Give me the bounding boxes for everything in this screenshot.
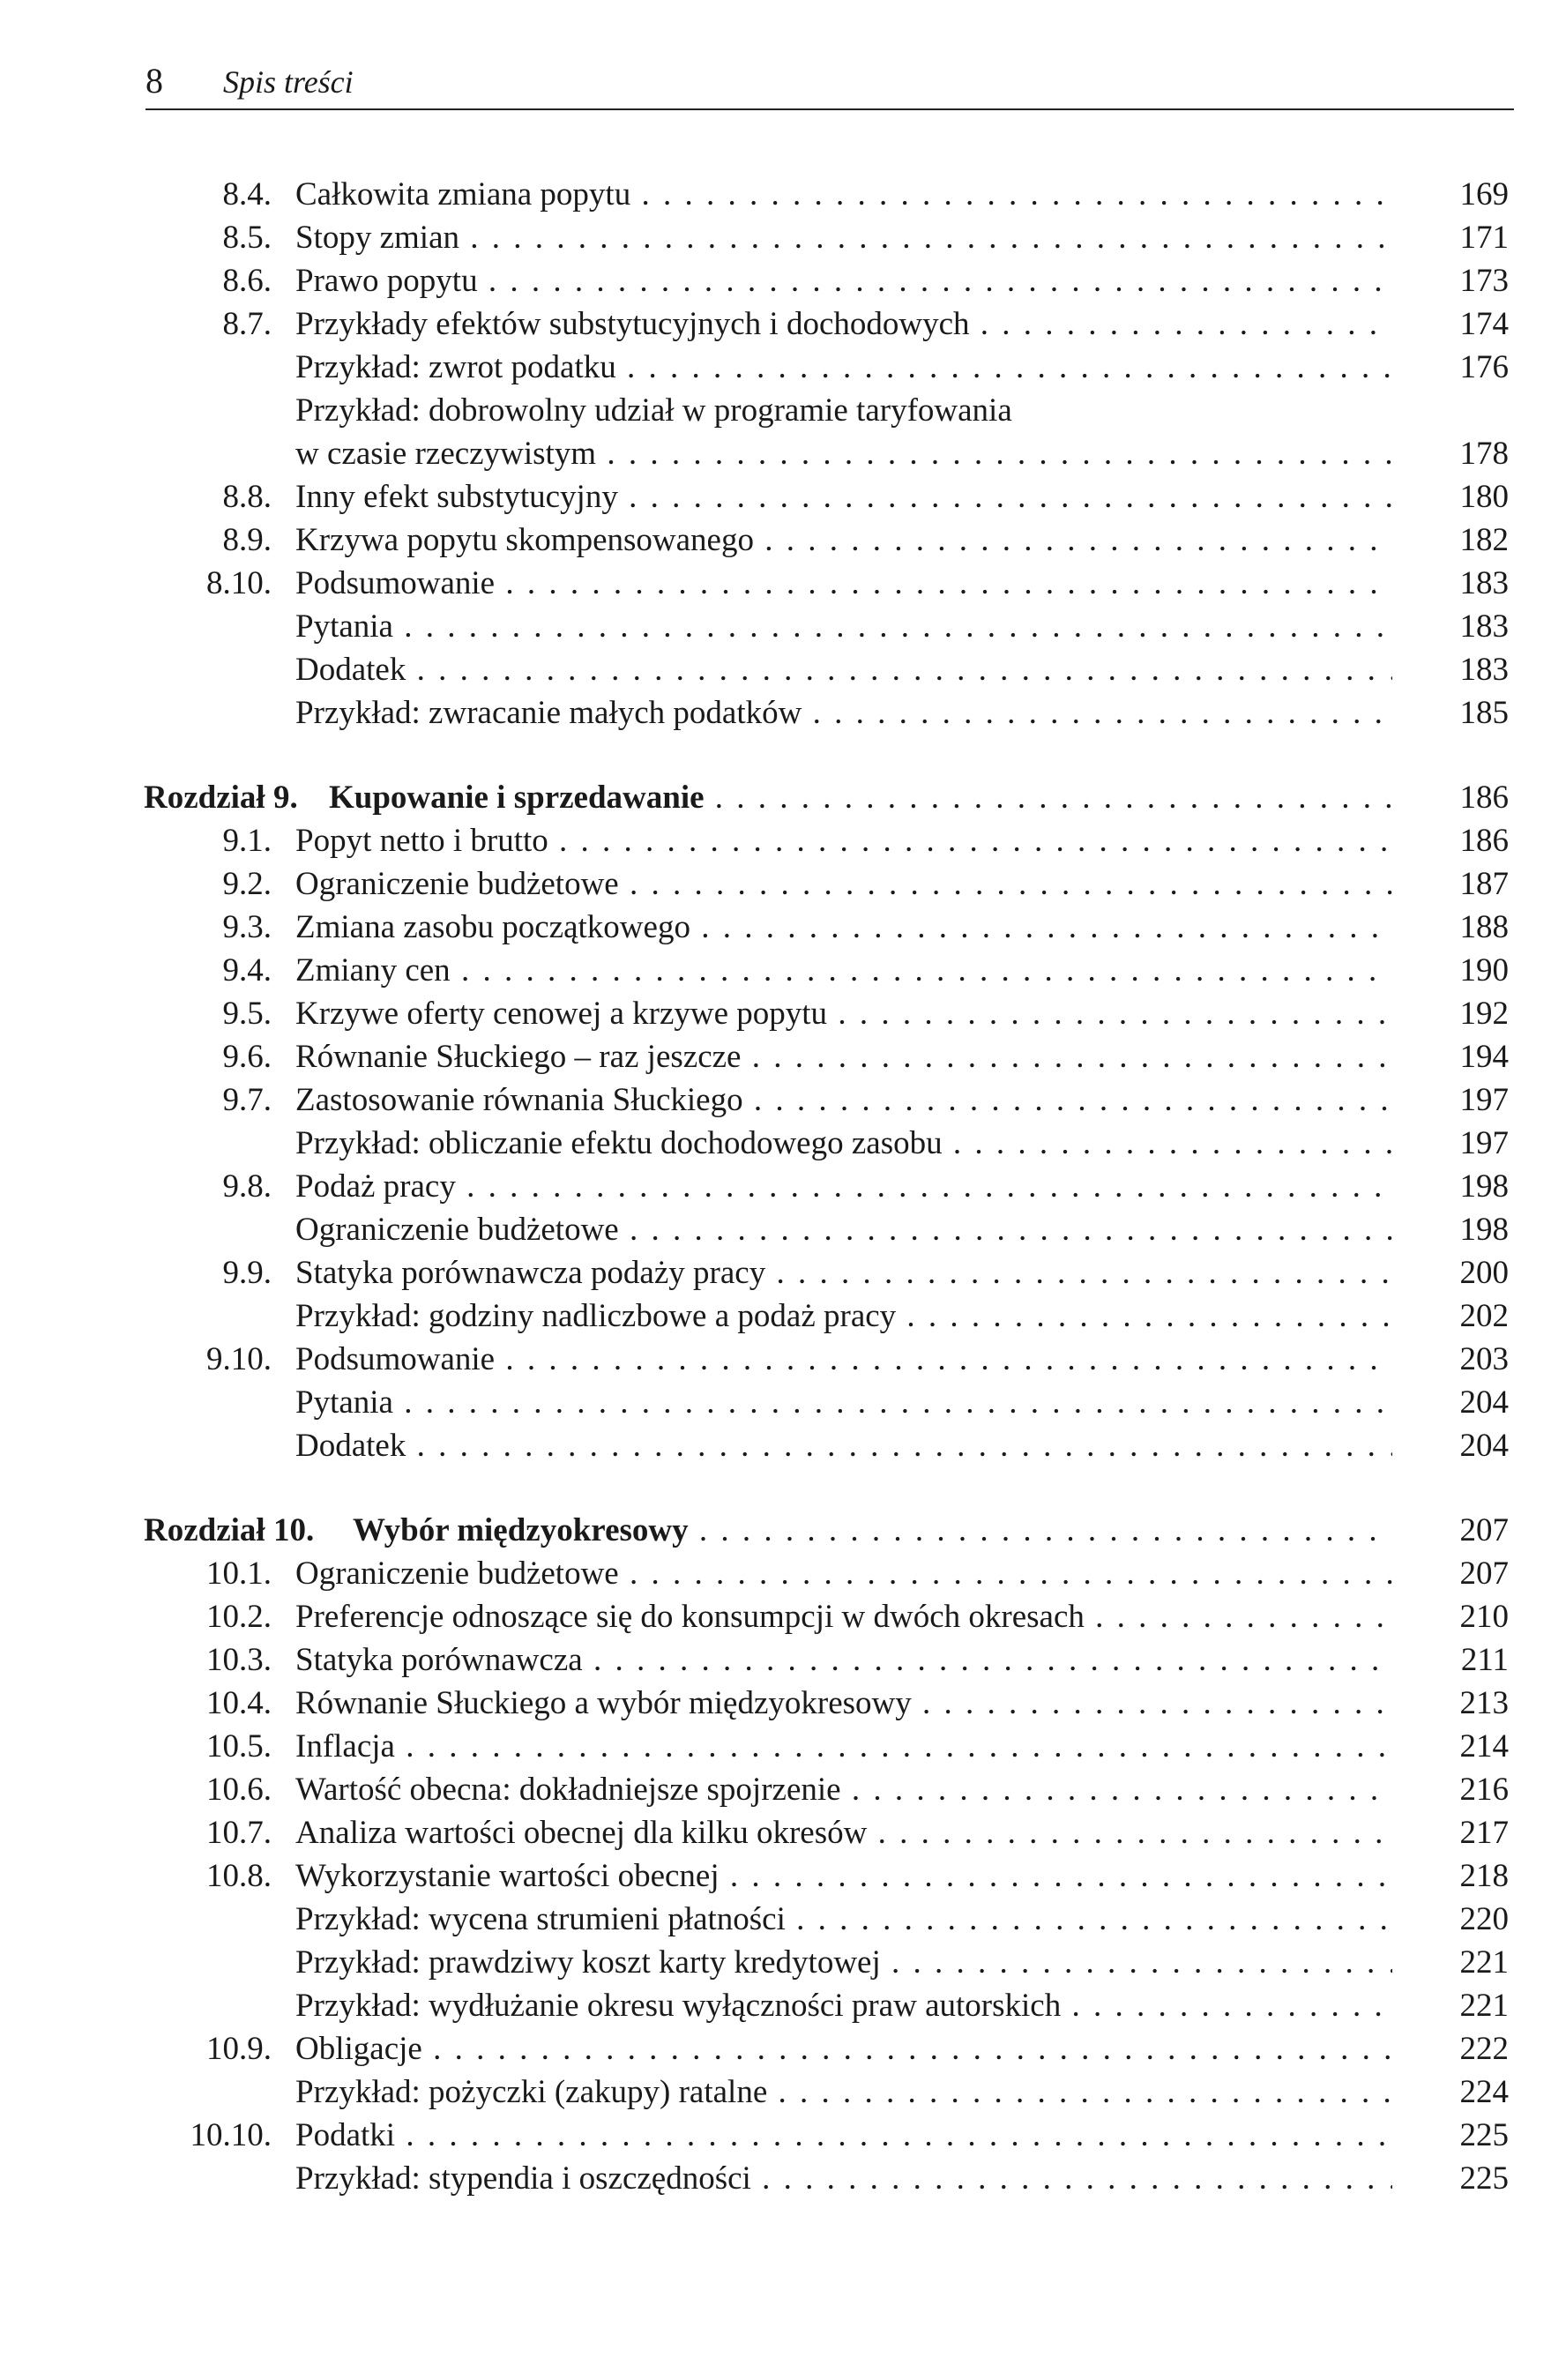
entry-title: Wartość obecna: dokładniejsze spojrzenie . . . bbox=[295, 1769, 1392, 1811]
entry-page: 213 bbox=[1459, 1685, 1509, 1721]
entry-page: 221 bbox=[1459, 1988, 1509, 2024]
entry-page: 182 bbox=[1459, 522, 1509, 558]
entry-number: 8.8. bbox=[222, 479, 272, 515]
entry-page: 204 bbox=[1459, 1384, 1509, 1421]
entry-title: Zmiana zasobu początkowego . . . bbox=[295, 906, 1392, 949]
entry-page: 207 bbox=[1459, 1512, 1509, 1548]
running-title: Spis treści bbox=[223, 64, 354, 100]
entry-title: Stopy zmian . . . bbox=[295, 217, 1392, 259]
entry-number: 10.2. bbox=[206, 1599, 272, 1635]
entry-page: 174 bbox=[1459, 306, 1509, 342]
entry-page: 186 bbox=[1459, 823, 1509, 859]
toc-entry[interactable] bbox=[0, 1639, 1551, 1682]
entry-title: Podsumowanie . . . bbox=[295, 1339, 1392, 1381]
entry-page: 224 bbox=[1459, 2074, 1509, 2110]
entry-number: 10.7. bbox=[206, 1815, 272, 1851]
entry-page: 192 bbox=[1459, 996, 1509, 1032]
entry-title: Zmiany cen . . . bbox=[295, 950, 1392, 992]
entry-title: Przykład: zwracanie małych podatków . . . bbox=[295, 692, 1392, 735]
toc-entry[interactable] bbox=[0, 1942, 1551, 1984]
entry-number: 9.8. bbox=[222, 1168, 272, 1205]
toc-entry[interactable] bbox=[0, 1339, 1551, 1381]
entry-title: Równanie Słuckiego – raz jeszcze . . . bbox=[295, 1036, 1392, 1078]
entry-page: 185 bbox=[1459, 695, 1509, 731]
entry-page: 207 bbox=[1459, 1556, 1509, 1592]
toc-entry[interactable] bbox=[0, 1036, 1551, 1078]
entry-title: Preferencje odnoszące się do konsumpcji w dwóch okresach . . . bbox=[295, 1596, 1392, 1638]
toc-entry[interactable] bbox=[0, 174, 1551, 216]
toc-entry[interactable] bbox=[0, 692, 1551, 735]
entry-page: 220 bbox=[1459, 1901, 1509, 1937]
entry-page: 194 bbox=[1459, 1039, 1509, 1075]
entry-page: 198 bbox=[1459, 1168, 1509, 1205]
toc-entry[interactable] bbox=[0, 820, 1551, 862]
entry-number: 8.4. bbox=[222, 176, 272, 213]
toc-entry[interactable] bbox=[0, 1812, 1551, 1854]
toc-entry[interactable] bbox=[0, 2115, 1551, 2157]
entry-title: Dodatek . . . bbox=[295, 649, 1392, 691]
toc-entry[interactable] bbox=[0, 1166, 1551, 1208]
entry-title: Inny efekt substytucyjny . . . bbox=[295, 476, 1392, 519]
entry-title: Przykład: obliczanie efektu dochodowego zasobu . . . bbox=[295, 1123, 1392, 1165]
entry-page: 176 bbox=[1459, 349, 1509, 385]
entry-title: Przykład: godziny nadliczbowe a podaż pracy . . . bbox=[295, 1295, 1392, 1338]
entry-number: 10.5. bbox=[206, 1728, 272, 1764]
entry-title: Analiza wartości obecnej dla kilku okresów . . . bbox=[295, 1812, 1392, 1854]
entry-title: Ograniczenie budżetowe . . . bbox=[295, 1553, 1392, 1595]
entry-page: 173 bbox=[1459, 263, 1509, 299]
entry-number: 9.1. bbox=[222, 823, 272, 859]
entry-page: 225 bbox=[1459, 2117, 1509, 2153]
entry-page: 183 bbox=[1459, 608, 1509, 645]
entry-title: Statyka porównawcza podaży pracy . . . bbox=[295, 1252, 1392, 1294]
entry-number: 10.3. bbox=[206, 1642, 272, 1678]
chapter-number: Rozdział 9. bbox=[144, 780, 298, 816]
entry-number: 10.4. bbox=[206, 1685, 272, 1721]
toc-entry[interactable] bbox=[0, 2028, 1551, 2070]
toc-entry[interactable] bbox=[0, 649, 1551, 691]
toc-entry[interactable] bbox=[0, 606, 1551, 648]
entry-page: 178 bbox=[1459, 436, 1509, 472]
toc-chapter[interactable] bbox=[0, 1510, 1551, 1552]
entry-number: 10.8. bbox=[206, 1858, 272, 1894]
entry-title: Obligacje . . . bbox=[295, 2028, 1392, 2070]
entry-number: 8.9. bbox=[222, 522, 272, 558]
entry-page: 214 bbox=[1459, 1728, 1509, 1764]
chapter-title: Wybór międzyokresowy . . . bbox=[353, 1510, 1392, 1552]
entry-page: 171 bbox=[1459, 220, 1509, 256]
entry-number: 9.6. bbox=[222, 1039, 272, 1075]
toc-entry[interactable] bbox=[0, 260, 1551, 302]
entry-page: 190 bbox=[1459, 952, 1509, 989]
toc-entry[interactable] bbox=[0, 993, 1551, 1035]
entry-title: Pytania . . . bbox=[295, 606, 1392, 648]
toc-entry[interactable] bbox=[0, 1899, 1551, 1941]
entry-title: Zastosowanie równania Słuckiego . . . bbox=[295, 1079, 1392, 1122]
entry-title: w czasie rzeczywistym . . . bbox=[295, 433, 1392, 475]
toc-entry[interactable] bbox=[0, 906, 1551, 949]
toc-entry[interactable] bbox=[0, 476, 1551, 519]
entry-page: 186 bbox=[1459, 780, 1509, 816]
entry-number: 9.4. bbox=[222, 952, 272, 989]
toc-entry[interactable] bbox=[0, 1726, 1551, 1768]
entry-number: 10.10. bbox=[190, 2117, 272, 2153]
toc-entry[interactable] bbox=[0, 1425, 1551, 1467]
entry-title: Krzywe oferty cenowej a krzywe popytu . . . bbox=[295, 993, 1392, 1035]
toc-entry[interactable] bbox=[0, 1769, 1551, 1811]
entry-page: 188 bbox=[1459, 909, 1509, 945]
entry-number: 9.3. bbox=[222, 909, 272, 945]
entry-title: Przykłady efektów substytucyjnych i dochodowych . . . bbox=[295, 303, 1392, 346]
entry-title: Dodatek . . . bbox=[295, 1425, 1392, 1467]
entry-number: 8.5. bbox=[222, 220, 272, 256]
entry-title: Równanie Słuckiego a wybór międzyokresowy . . . bbox=[295, 1682, 1392, 1725]
entry-page: 210 bbox=[1459, 1599, 1509, 1635]
toc-entry[interactable] bbox=[0, 2158, 1551, 2200]
entry-title: Przykład: pożyczki (zakupy) ratalne . . . bbox=[295, 2071, 1392, 2114]
entry-page: 200 bbox=[1459, 1255, 1509, 1291]
entry-page: 211 bbox=[1460, 1642, 1509, 1678]
entry-title: Pytania . . . bbox=[295, 1382, 1392, 1424]
entry-page: 169 bbox=[1459, 176, 1509, 213]
entry-page: 218 bbox=[1459, 1858, 1509, 1894]
entry-title: Całkowita zmiana popytu . . . bbox=[295, 174, 1392, 216]
entry-page: 203 bbox=[1459, 1341, 1509, 1377]
toc-entry[interactable] bbox=[0, 1252, 1551, 1294]
entry-page: 198 bbox=[1459, 1212, 1509, 1248]
toc-entry[interactable] bbox=[0, 1855, 1551, 1898]
entry-page: 216 bbox=[1459, 1772, 1509, 1808]
entry-title: Przykład: stypendia i oszczędności . . . bbox=[295, 2158, 1392, 2200]
entry-page: 197 bbox=[1459, 1082, 1509, 1118]
toc-entry[interactable] bbox=[0, 303, 1551, 346]
toc-entry[interactable] bbox=[0, 519, 1551, 562]
entry-page: 217 bbox=[1459, 1815, 1509, 1851]
entry-page: 180 bbox=[1459, 479, 1509, 515]
entry-number: 9.9. bbox=[222, 1255, 272, 1291]
entry-title: Podsumowanie . . . bbox=[295, 563, 1392, 605]
toc-entry[interactable] bbox=[0, 433, 1551, 475]
chapter-number: Rozdział 10. bbox=[144, 1512, 315, 1548]
entry-page: 183 bbox=[1459, 565, 1509, 601]
toc-entry[interactable] bbox=[0, 1123, 1551, 1165]
entry-number: 8.7. bbox=[222, 306, 272, 342]
toc-entry[interactable] bbox=[0, 2071, 1551, 2114]
entry-number: 8.6. bbox=[222, 263, 272, 299]
entry-title: Popyt netto i brutto . . . bbox=[295, 820, 1392, 862]
toc-entry[interactable] bbox=[0, 1553, 1551, 1595]
toc-entry[interactable] bbox=[0, 563, 1551, 605]
entry-title: Przykład: zwrot podatku . . . bbox=[295, 347, 1392, 389]
entry-title: Krzywa popytu skompensowanego . . . bbox=[295, 519, 1392, 562]
entry-title: Ograniczenie budżetowe . . . bbox=[295, 863, 1392, 906]
toc-entry[interactable] bbox=[0, 1209, 1551, 1251]
chapter-title: Kupowanie i sprzedawanie . . . bbox=[329, 777, 1392, 819]
entry-title: Wykorzystanie wartości obecnej . . . bbox=[295, 1855, 1392, 1898]
entry-title: Ograniczenie budżetowe . . . bbox=[295, 1209, 1392, 1251]
entry-page: 202 bbox=[1459, 1298, 1509, 1334]
toc-entry[interactable] bbox=[0, 1682, 1551, 1725]
entry-number: 10.6. bbox=[206, 1772, 272, 1808]
entry-number: 9.10. bbox=[206, 1341, 272, 1377]
toc-entry[interactable] bbox=[0, 1079, 1551, 1122]
entry-number: 9.5. bbox=[222, 996, 272, 1032]
entry-title: Przykład: prawdziwy koszt karty kredytowej . . . bbox=[295, 1942, 1392, 1984]
toc-entry[interactable] bbox=[0, 863, 1551, 906]
toc-entry[interactable] bbox=[0, 1295, 1551, 1338]
entry-title: Inflacja . . . bbox=[295, 1726, 1392, 1768]
entry-title: Przykład: wycena strumieni płatności . . . bbox=[295, 1899, 1392, 1941]
entry-title: Prawo popytu . . . bbox=[295, 260, 1392, 302]
toc-entry[interactable] bbox=[0, 950, 1551, 992]
entry-number: 9.7. bbox=[222, 1082, 272, 1118]
toc-entry[interactable] bbox=[0, 217, 1551, 259]
entry-number: 8.10. bbox=[206, 565, 272, 601]
page-number: 8 bbox=[145, 61, 163, 101]
toc-chapter[interactable] bbox=[0, 777, 1551, 819]
entry-page: 221 bbox=[1459, 1944, 1509, 1981]
entry-page: 222 bbox=[1459, 2031, 1509, 2067]
entry-title: Przykład: wydłużanie okresu wyłączności praw autorskich . . . bbox=[295, 1985, 1392, 2027]
entry-page: 204 bbox=[1459, 1428, 1509, 1464]
entry-number: 9.2. bbox=[222, 866, 272, 902]
entry-title: Podatki . . . bbox=[295, 2115, 1392, 2157]
toc-entry[interactable] bbox=[0, 347, 1551, 389]
entry-number: 10.9. bbox=[206, 2031, 272, 2067]
entry-page: 187 bbox=[1459, 866, 1509, 902]
toc-entry[interactable] bbox=[0, 1382, 1551, 1424]
toc-entry[interactable] bbox=[0, 1596, 1551, 1638]
entry-title: Podaż pracy . . . bbox=[295, 1166, 1392, 1208]
toc-entry[interactable] bbox=[0, 1985, 1551, 2027]
entry-page: 225 bbox=[1459, 2160, 1509, 2197]
entry-title: Statyka porównawcza . . . bbox=[295, 1639, 1392, 1682]
entry-page: 183 bbox=[1459, 652, 1509, 688]
entry-number: 10.1. bbox=[206, 1556, 272, 1592]
entry-title: Przykład: dobrowolny udział w programie taryfowania bbox=[295, 392, 1012, 429]
toc-entry[interactable] bbox=[0, 390, 1551, 432]
entry-page: 197 bbox=[1459, 1125, 1509, 1161]
